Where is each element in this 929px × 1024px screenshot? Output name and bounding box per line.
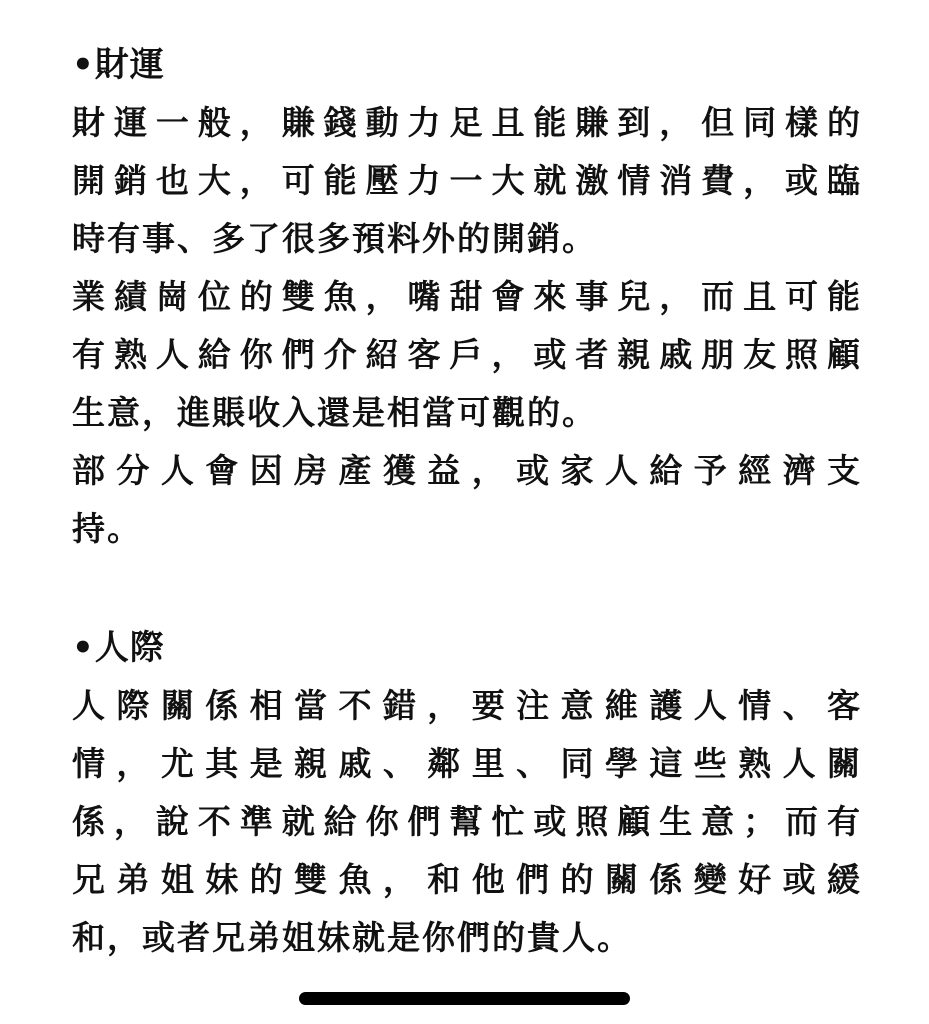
relationships-paragraph-line: 和，或者兄弟姐妹就是你們的貴人。	[72, 918, 632, 957]
home-indicator-bar[interactable]	[299, 992, 630, 1005]
wealth-paragraph-line: 持。	[72, 509, 142, 548]
wealth-paragraph-line: 部分人會因房產獲益，或家人給予經濟支	[72, 451, 862, 490]
wealth-paragraph-line: 有熟人給你們介紹客戶，或者親戚朋友照顧	[72, 335, 862, 374]
section-heading-relationships: •人際	[72, 628, 165, 668]
wealth-paragraph-line: 業績崗位的雙魚，嘴甜會來事兒，而且可能	[72, 277, 862, 316]
wealth-paragraph-line: 財運一般，賺錢動力足且能賺到，但同樣的	[72, 103, 862, 142]
wealth-paragraph-line: 時有事、多了很多預料外的開銷。	[72, 219, 597, 258]
relationships-paragraph-line: 係，說不準就給你們幫忙或照顧生意；而有	[72, 802, 862, 841]
wealth-paragraph-line: 生意，進賬收入還是相當可觀的。	[72, 393, 597, 432]
relationships-paragraph-line: 兄弟姐妹的雙魚，和他們的關係變好或緩	[72, 860, 862, 899]
section-heading-wealth: •財運	[72, 45, 165, 85]
wealth-paragraph-line: 開銷也大，可能壓力一大就激情消費，或臨	[72, 161, 862, 200]
relationships-paragraph-line: 人際關係相當不錯，要注意維護人情、客	[72, 686, 862, 725]
relationships-paragraph-line: 情，尤其是親戚、鄰里、同學這些熟人關	[72, 744, 862, 783]
section-spacer	[72, 558, 862, 619]
article-body	[72, 36, 862, 967]
